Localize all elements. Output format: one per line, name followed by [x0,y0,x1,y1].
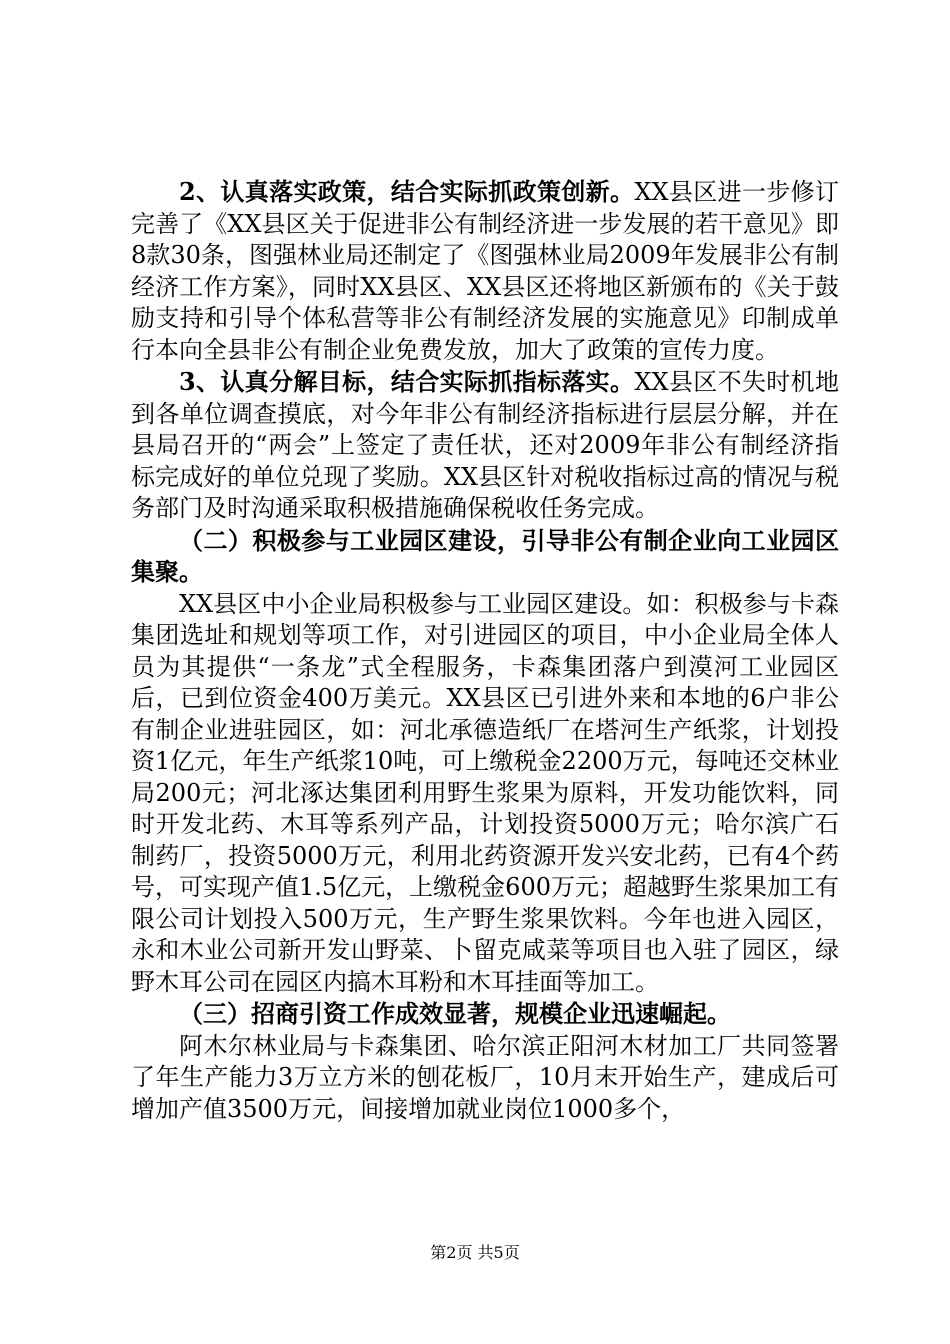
paragraph-text: 阿木尔林业局与卡森集团、哈尔滨正阳河木材加工厂共同签署了年生产能力3万立方米的刨花板厂，10月末开始生产，建成后可增加产值3500万元，间接增加就业岗位1000多个， [131,1031,839,1123]
paragraph-text: XX县区不失时机地到各单位调查摸底，对今年非公有制经济指标进行层层分解，并在县局召开的“两会”上签定了责任状，还对2009年非公有制经济指标完成好的单位兑现了奖励。XX县区针对税收指标过高的情况与税务部门及时沟通采取积极措施确保税收任务完成。 [131,368,840,522]
paragraph-investment [131,1030,839,1126]
page-number-footer: 第2页 共5页 [430,1243,520,1262]
paragraph-lead: 3、认真分解目标，结合实际抓指标落实。 [179,367,635,396]
document-body [131,176,839,1125]
paragraph-text: XX县区中小企业局积极参与工业园区建设。如：积极参与卡森集团选址和规划等项工作，对引进园区的项目，中小企业局全体人员为其提供“一条龙”式全程服务，卡森集团落户到漠河工业园区后，已到位资金400万美元。XX县区已引进外来和本地的6户非公有制企业进驻园区，如：河北承德造纸厂在塔河生产纸浆，计划投资1亿元，年生产纸浆10吨，可上缴税金2200万元，每吨还交林业局200元；河北涿达集团利用野生浆果为原料，开发功能饮料，同时开发北药、木耳等系列产品，计划投资5000万元；哈尔滨广石制药厂，投资5000万元，利用北药资源开发兴安北药，已有4个药号，可实现产值1.5亿元，上缴税金600万元；超越野生浆果加工有限公司计划投入500万元，生产野生浆果饮料。今年也进入园区，永和木业公司新开发山野菜、卜留克咸菜等项目也入驻了园区，绿野木耳公司在园区内搞木耳粉和木耳挂面等加工。 [131,589,839,996]
section-heading-industrial-park: （二）积极参与工业园区建设，引导非公有制企业向工业园区集聚。 [131,525,839,586]
section-heading-investment: （三）招商引资工作成效显著，规模企业迅速崛起。 [179,999,731,1028]
paragraph-policy-innovation [131,176,839,366]
paragraph-industrial-park [131,588,839,999]
paragraph-target-decomposition [131,366,839,525]
paragraph-lead: 2、认真落实政策，结合实际抓政策创新。 [179,177,635,206]
paragraph-text: XX县区进一步修订完善了《XX县区关于促进非公有制经济进一步发展的若干意见》即8款30条，图强林业局还制定了《图强林业局2009年发展非公有制经济工作方案》，同时XX县区、XX县区还将地区新颁布的《关于鼓励支持和引导个体私营等非公有制经济发展的实施意见》印制成单行本向全县非公有制企业免费发放，加大了政策的宣传力度。 [131,178,840,364]
